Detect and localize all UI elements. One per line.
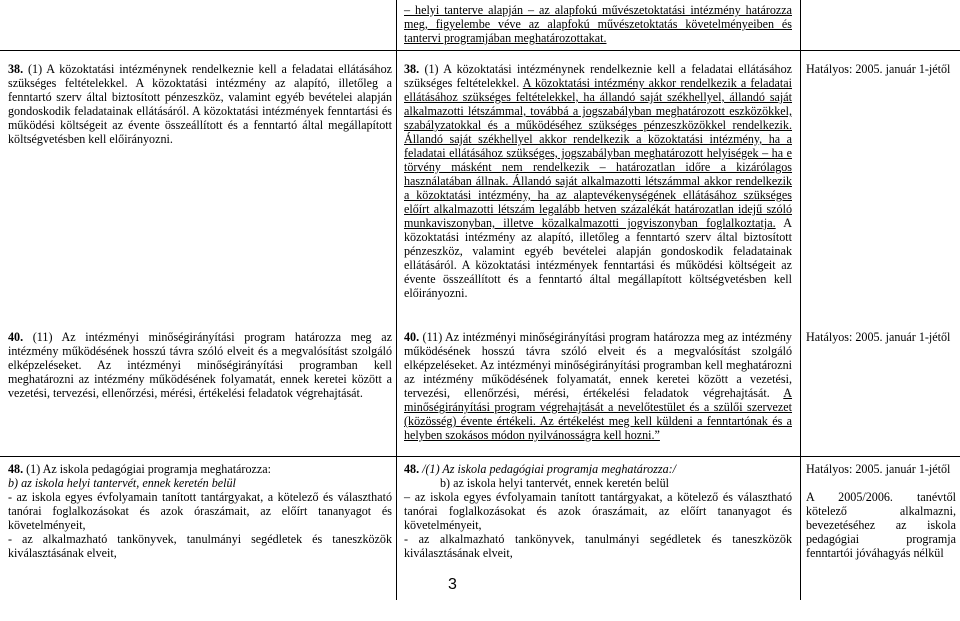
row38-mid bbox=[404, 62, 792, 300]
row40-left-num: 40. bbox=[8, 330, 24, 344]
page-number: 3 bbox=[448, 576, 457, 593]
row48-left bbox=[8, 462, 392, 560]
row38-left bbox=[8, 62, 392, 146]
row38-effective-date bbox=[806, 62, 956, 76]
row48-mid-num: 48. bbox=[404, 462, 420, 476]
row38-left-text: (1) A közoktatási intézménynek rendelkeznie kell a feladatai ellátásához szükséges feltételekkel. A közoktatási intézmény az alapító, illetőleg a fenntartó szerv által biztosított pénzeszköz, valamint egyéb bevételei alapján gondoskodik feladatainak ellátásáról. A közoktatási intézmények fenntartási és működési költségeit az évente összeállított és a fenntartó által megállapított költségvetésben kell előirányozni. bbox=[8, 62, 392, 146]
column-divider-left bbox=[396, 0, 397, 600]
row40-mid-num: 40. bbox=[404, 330, 420, 344]
row48-mid-line-3: – az iskola egyes évfolyamain tanított tantárgyakat, a kötelező és választható tanórai foglalkozásokat és azok óraszámait, az előírt tananyagot és követelményeit, bbox=[404, 490, 792, 532]
row40-effective-date-text: Hatályos: 2005. január 1-jétől bbox=[806, 330, 951, 344]
row48-effective-date bbox=[806, 462, 956, 560]
row40-effective-date bbox=[806, 330, 956, 344]
row40-left bbox=[8, 330, 392, 400]
row40-left-text: (11) Az intézményi minőségirányítási program határozza meg az intézmény működésének hosszú távra szóló elveit és a megvalósítást szolgáló elképzeléseket. Az intézményi minőségirányítási programban kell meghatározni az intézmény működésének folyamatát, ennek keretei között a vezetési, tervezési, ellenőrzési, mérési, értékelési feladatok végrehajtását. bbox=[8, 330, 392, 400]
row38-mid-text-2: A közoktatási intézmény az alapító, illetőleg a fenntartó szerv által biztosított pénzeszköz, valamint egyéb bevételei alapján gondoskodik feladatainak ellátásáról. A közoktatási intézmények fenntartási és működési költségeit az évente összeállított és a fenntartó által megállapított költségvetésben kell előirányozni. bbox=[404, 216, 793, 300]
row38-mid-num: 38. bbox=[404, 62, 420, 76]
row38-left-num: 38. bbox=[8, 62, 24, 76]
row48-left-line-2: b) az iskola helyi tantervét, ennek keretén belül bbox=[8, 476, 236, 490]
row48-left-num: 48. bbox=[8, 462, 24, 476]
row48-mid-line-4: - az alkalmazható tankönyvek, tanulmányi segédletek és taneszközök kiválasztásának elveit, bbox=[404, 532, 792, 560]
row48-mid-line-2: b) az iskola helyi tantervét, ennek keretén belül bbox=[440, 476, 670, 490]
row-divider-top bbox=[0, 50, 960, 51]
row48-left-line-3: - az iskola egyes évfolyamain tanított tantárgyakat, a kötelező és választható tanórai foglalkozásokat és azok óraszámait, az előírt tananyagot és követelményeit, bbox=[8, 490, 392, 532]
row40-mid-text-1: (11) Az intézményi minőségirányítási program határozza meg az intézmény működésének hosszú távra szóló elveit és a megvalósítást szolgáló elképzeléseket. Az intézményi minőségirányítási programban kell meghatározni az intézmény működésének folyamatát, ennek keretei között a vezetési, tervezési, ellenőrzési, mérési, értékelési feladatok végrehajtását. bbox=[404, 330, 792, 400]
row48-side-note: A 2005/2006. tanévtől kötelező alkalmazni, bevezetéséhez az iskola pedagógiai programja fenntartói jóváhagyás nélkül bbox=[806, 490, 956, 560]
row38-mid-text-underlined: A közoktatási intézmény akkor rendelkezik a feladatai ellátásához szükséges feltételekkel, ha állandó saját székhellyel, állandó saját alkalmazotti létszámmal, továbbá a jogszabályban meghatározott eszközökkel, szabályzatokkal és a működéséhez szükséges pénzeszközökkel rendelkezik. Állandó saját székhellyel akkor rendelkezik a közoktatási intézmény, ha a feladatai ellátásához szükséges, jogszabályban meghatározott helyiségek – ha e törvény másként nem rendelkezik – határozatlan időre a kizárólagos használatában állnak. Állandó saját alkalmazotti létszámmal akkor rendelkezik a közoktatási intézmény, ha az alaptevékenységének ellátásához szükséges előírt alkalmazotti létszám legalább hetven százalékát határozatlan idejű szóló munkaviszonyban, illetve közalkalmazotti jogviszonyban foglalkoztatja. bbox=[404, 76, 792, 230]
top-note-text: – helyi tanterve alapján – az alapfokú művészetoktatási intézmény határozza meg, figyelembe véve az alapfokú művészetoktatás követelményeiben és tantervi programjában meghatározottakat. bbox=[404, 3, 792, 45]
row48-effective-date-text: Hatályos: 2005. január 1-jétől bbox=[806, 462, 951, 476]
top-note bbox=[404, 3, 792, 45]
column-divider-right bbox=[800, 0, 801, 600]
row48-mid-line-1: /(1) Az iskola pedagógiai programja meghatározza:/ bbox=[422, 462, 677, 476]
row40-mid-text-underlined: A minőségirányítási program végrehajtását a nevelőtestület és a szülői szervezet (közösség) évente értékeli. Az értékelést meg kell küldeni a fenntartónak és a helyben szokásos módon nyilvánosságra kell hozni.” bbox=[404, 386, 793, 442]
row48-left-line-1: (1) Az iskola pedagógiai programja meghatározza: bbox=[26, 462, 271, 476]
row40-mid bbox=[404, 330, 792, 442]
row-divider-48 bbox=[0, 456, 960, 457]
row38-effective-date-text: Hatályos: 2005. január 1-jétől bbox=[806, 62, 951, 76]
row48-mid bbox=[404, 462, 792, 560]
row38-mid-text-1: (1) A közoktatási intézménynek rendelkeznie kell a feladatai ellátásához szükséges feltételekkel. bbox=[404, 62, 793, 90]
row48-left-line-4: - az alkalmazható tankönyvek, tanulmányi segédletek és taneszközök kiválasztásának elveit, bbox=[8, 532, 392, 560]
